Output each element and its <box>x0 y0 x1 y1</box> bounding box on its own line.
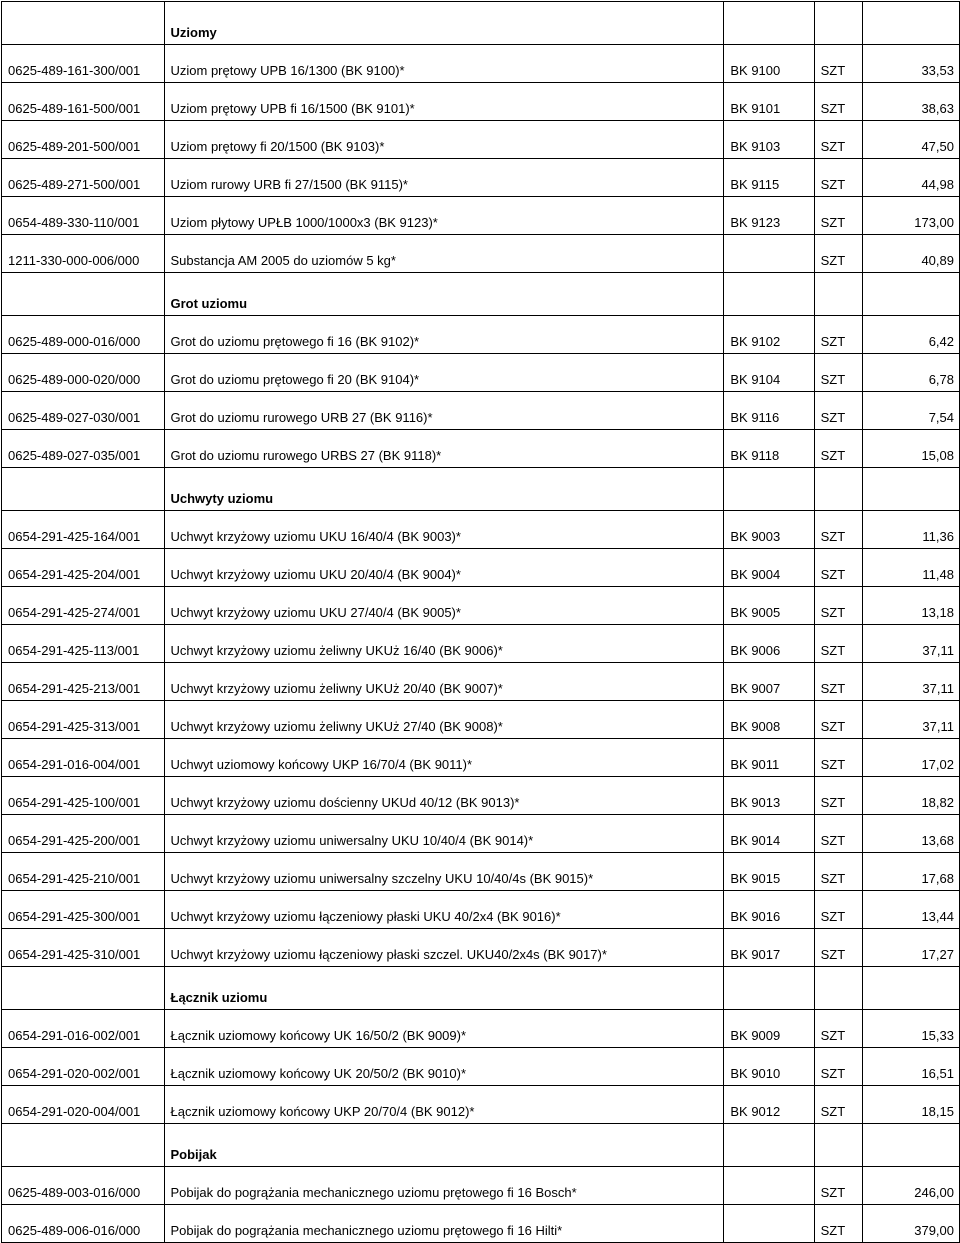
table-row <box>2 1205 960 1243</box>
product-name: Uchwyt krzyżowy uziomu dościenny UKUd 40/12 (BK 9013)* <box>164 777 724 815</box>
section-title: Grot uziomu <box>164 273 724 316</box>
empty-cell <box>2 2 165 45</box>
product-name: Grot do uziomu prętowego fi 16 (BK 9102)* <box>164 316 724 354</box>
table-row <box>2 430 960 468</box>
unit: SZT <box>814 235 863 273</box>
table-row <box>2 45 960 83</box>
product-name: Grot do uziomu rurowego URB 27 (BK 9116)* <box>164 392 724 430</box>
price: 246,00 <box>863 1167 960 1205</box>
unit: SZT <box>814 392 863 430</box>
price: 15,08 <box>863 430 960 468</box>
product-code: 1211-330-000-006/000 <box>2 235 165 273</box>
product-name: Uziom prętowy UPB fi 16/1500 (BK 9101)* <box>164 83 724 121</box>
price: 173,00 <box>863 197 960 235</box>
price-list-body <box>2 2 960 1243</box>
table-row <box>2 1167 960 1205</box>
unit: SZT <box>814 549 863 587</box>
product-code: 0654-291-425-204/001 <box>2 549 165 587</box>
price: 37,11 <box>863 625 960 663</box>
table-row <box>2 316 960 354</box>
table-row <box>2 392 960 430</box>
unit: SZT <box>814 121 863 159</box>
price: 33,53 <box>863 45 960 83</box>
unit: SZT <box>814 625 863 663</box>
section-header-row <box>2 967 960 1010</box>
bk-number: BK 9101 <box>724 83 814 121</box>
product-code: 0654-291-016-002/001 <box>2 1010 165 1048</box>
section-title: Uziomy <box>164 2 724 45</box>
price: 17,68 <box>863 853 960 891</box>
product-name: Pobijak do pogrążania mechanicznego uziomu prętowego fi 16 Bosch* <box>164 1167 724 1205</box>
bk-number: BK 9005 <box>724 587 814 625</box>
product-code: 0625-489-027-030/001 <box>2 392 165 430</box>
bk-number: BK 9007 <box>724 663 814 701</box>
product-name: Uchwyt krzyżowy uziomu łączeniowy płaski UKU 40/2x4 (BK 9016)* <box>164 891 724 929</box>
unit: SZT <box>814 511 863 549</box>
unit: SZT <box>814 815 863 853</box>
empty-cell <box>863 468 960 511</box>
price: 13,18 <box>863 587 960 625</box>
price-list-table <box>1 1 960 1243</box>
price: 6,78 <box>863 354 960 392</box>
table-row <box>2 739 960 777</box>
bk-number: BK 9103 <box>724 121 814 159</box>
section-title: Uchwyty uziomu <box>164 468 724 511</box>
table-row <box>2 891 960 929</box>
product-name: Łącznik uziomowy końcowy UKP 20/70/4 (BK 9012)* <box>164 1086 724 1124</box>
product-code: 0625-489-201-500/001 <box>2 121 165 159</box>
product-name: Uchwyt krzyżowy uziomu żeliwny UKUż 20/40 (BK 9007)* <box>164 663 724 701</box>
empty-cell <box>814 273 863 316</box>
empty-cell <box>2 468 165 511</box>
product-name: Łącznik uziomowy końcowy UK 16/50/2 (BK 9009)* <box>164 1010 724 1048</box>
price: 18,82 <box>863 777 960 815</box>
bk-number: BK 9115 <box>724 159 814 197</box>
bk-number: BK 9123 <box>724 197 814 235</box>
table-row <box>2 121 960 159</box>
unit: SZT <box>814 1167 863 1205</box>
product-name: Uziom prętowy UPB 16/1300 (BK 9100)* <box>164 45 724 83</box>
price: 7,54 <box>863 392 960 430</box>
price: 13,68 <box>863 815 960 853</box>
product-name: Grot do uziomu rurowego URBS 27 (BK 9118)* <box>164 430 724 468</box>
unit: SZT <box>814 891 863 929</box>
product-code: 0625-489-161-300/001 <box>2 45 165 83</box>
empty-cell <box>724 2 814 45</box>
product-code: 0654-291-020-002/001 <box>2 1048 165 1086</box>
unit: SZT <box>814 701 863 739</box>
empty-cell <box>2 967 165 1010</box>
bk-number: BK 9100 <box>724 45 814 83</box>
section-title: Pobijak <box>164 1124 724 1167</box>
unit: SZT <box>814 430 863 468</box>
price: 37,11 <box>863 663 960 701</box>
product-name: Uziom płytowy UPŁB 1000/1000x3 (BK 9123)* <box>164 197 724 235</box>
bk-number: BK 9013 <box>724 777 814 815</box>
unit: SZT <box>814 316 863 354</box>
product-code: 0654-291-425-274/001 <box>2 587 165 625</box>
price: 6,42 <box>863 316 960 354</box>
product-name: Uchwyt krzyżowy uziomu UKU 27/40/4 (BK 9005)* <box>164 587 724 625</box>
bk-number: BK 9009 <box>724 1010 814 1048</box>
table-row <box>2 929 960 967</box>
product-code: 0625-489-161-500/001 <box>2 83 165 121</box>
product-name: Uchwyt krzyżowy uziomu UKU 20/40/4 (BK 9004)* <box>164 549 724 587</box>
price: 15,33 <box>863 1010 960 1048</box>
empty-cell <box>814 1124 863 1167</box>
price: 38,63 <box>863 83 960 121</box>
price: 37,11 <box>863 701 960 739</box>
table-row <box>2 663 960 701</box>
empty-cell <box>724 273 814 316</box>
table-row <box>2 587 960 625</box>
bk-number: BK 9012 <box>724 1086 814 1124</box>
product-code: 0654-291-020-004/001 <box>2 1086 165 1124</box>
product-name: Grot do uziomu prętowego fi 20 (BK 9104)* <box>164 354 724 392</box>
empty-cell <box>863 1124 960 1167</box>
section-header-row <box>2 1124 960 1167</box>
table-row <box>2 1010 960 1048</box>
table-row <box>2 701 960 739</box>
unit: SZT <box>814 1205 863 1243</box>
bk-number: BK 9006 <box>724 625 814 663</box>
bk-number: BK 9003 <box>724 511 814 549</box>
product-name: Uchwyt krzyżowy uziomu uniwersalny szczelny UKU 10/40/4s (BK 9015)* <box>164 853 724 891</box>
empty-cell <box>2 1124 165 1167</box>
product-name: Uchwyt uziomowy końcowy UKP 16/70/4 (BK 9011)* <box>164 739 724 777</box>
unit: SZT <box>814 354 863 392</box>
empty-cell <box>724 1124 814 1167</box>
unit: SZT <box>814 929 863 967</box>
product-name: Pobijak do pogrążania mechanicznego uziomu prętowego fi 16 Hilti* <box>164 1205 724 1243</box>
table-row <box>2 1048 960 1086</box>
product-code: 0625-489-000-020/000 <box>2 354 165 392</box>
product-code: 0625-489-000-016/000 <box>2 316 165 354</box>
empty-cell <box>2 273 165 316</box>
bk-number: BK 9010 <box>724 1048 814 1086</box>
empty-cell <box>863 273 960 316</box>
product-code: 0654-291-425-300/001 <box>2 891 165 929</box>
unit: SZT <box>814 587 863 625</box>
unit: SZT <box>814 45 863 83</box>
table-row <box>2 625 960 663</box>
bk-number: BK 9014 <box>724 815 814 853</box>
unit: SZT <box>814 1010 863 1048</box>
price: 13,44 <box>863 891 960 929</box>
table-row <box>2 549 960 587</box>
product-code: 0625-489-006-016/000 <box>2 1205 165 1243</box>
product-code: 0625-489-003-016/000 <box>2 1167 165 1205</box>
product-name: Substancja AM 2005 do uziomów 5 kg* <box>164 235 724 273</box>
product-name: Uziom rurowy URB fi 27/1500 (BK 9115)* <box>164 159 724 197</box>
table-row <box>2 853 960 891</box>
price: 44,98 <box>863 159 960 197</box>
product-code: 0654-291-425-200/001 <box>2 815 165 853</box>
table-row <box>2 511 960 549</box>
bk-number: BK 9004 <box>724 549 814 587</box>
product-code: 0654-489-330-110/001 <box>2 197 165 235</box>
table-row <box>2 197 960 235</box>
product-name: Uchwyt krzyżowy uziomu UKU 16/40/4 (BK 9003)* <box>164 511 724 549</box>
unit: SZT <box>814 663 863 701</box>
bk-number: BK 9118 <box>724 430 814 468</box>
bk-number: BK 9017 <box>724 929 814 967</box>
bk-number <box>724 1205 814 1243</box>
table-row <box>2 235 960 273</box>
price: 11,48 <box>863 549 960 587</box>
empty-cell <box>724 967 814 1010</box>
product-code: 0654-291-425-100/001 <box>2 777 165 815</box>
empty-cell <box>724 468 814 511</box>
unit: SZT <box>814 83 863 121</box>
table-row <box>2 1086 960 1124</box>
price: 16,51 <box>863 1048 960 1086</box>
price: 47,50 <box>863 121 960 159</box>
product-code: 0654-291-425-313/001 <box>2 701 165 739</box>
unit: SZT <box>814 1086 863 1124</box>
unit: SZT <box>814 159 863 197</box>
empty-cell <box>814 468 863 511</box>
section-header-row <box>2 468 960 511</box>
empty-cell <box>863 2 960 45</box>
product-code: 0654-291-425-210/001 <box>2 853 165 891</box>
product-code: 0625-489-027-035/001 <box>2 430 165 468</box>
product-code: 0654-291-016-004/001 <box>2 739 165 777</box>
unit: SZT <box>814 197 863 235</box>
price: 17,02 <box>863 739 960 777</box>
price: 11,36 <box>863 511 960 549</box>
bk-number: BK 9011 <box>724 739 814 777</box>
bk-number: BK 9116 <box>724 392 814 430</box>
table-row <box>2 354 960 392</box>
table-row <box>2 159 960 197</box>
product-name: Uchwyt krzyżowy uziomu uniwersalny UKU 10/40/4 (BK 9014)* <box>164 815 724 853</box>
unit: SZT <box>814 739 863 777</box>
bk-number: BK 9104 <box>724 354 814 392</box>
product-code: 0654-291-425-113/001 <box>2 625 165 663</box>
price: 18,15 <box>863 1086 960 1124</box>
product-name: Uchwyt krzyżowy uziomu łączeniowy płaski szczel. UKU40/2x4s (BK 9017)* <box>164 929 724 967</box>
product-name: Uziom prętowy fi 20/1500 (BK 9103)* <box>164 121 724 159</box>
product-name: Łącznik uziomowy końcowy UK 20/50/2 (BK 9010)* <box>164 1048 724 1086</box>
price: 40,89 <box>863 235 960 273</box>
bk-number: BK 9102 <box>724 316 814 354</box>
price: 17,27 <box>863 929 960 967</box>
bk-number: BK 9008 <box>724 701 814 739</box>
table-row <box>2 83 960 121</box>
unit: SZT <box>814 777 863 815</box>
product-code: 0654-291-425-310/001 <box>2 929 165 967</box>
product-code: 0625-489-271-500/001 <box>2 159 165 197</box>
bk-number: BK 9016 <box>724 891 814 929</box>
table-row <box>2 815 960 853</box>
bk-number <box>724 235 814 273</box>
product-name: Uchwyt krzyżowy uziomu żeliwny UKUż 16/40 (BK 9006)* <box>164 625 724 663</box>
empty-cell <box>814 2 863 45</box>
unit: SZT <box>814 853 863 891</box>
bk-number <box>724 1167 814 1205</box>
table-row <box>2 777 960 815</box>
unit: SZT <box>814 1048 863 1086</box>
section-header-row <box>2 273 960 316</box>
bk-number: BK 9015 <box>724 853 814 891</box>
product-name: Uchwyt krzyżowy uziomu żeliwny UKUż 27/40 (BK 9008)* <box>164 701 724 739</box>
product-code: 0654-291-425-213/001 <box>2 663 165 701</box>
empty-cell <box>814 967 863 1010</box>
empty-cell <box>863 967 960 1010</box>
price: 379,00 <box>863 1205 960 1243</box>
product-code: 0654-291-425-164/001 <box>2 511 165 549</box>
section-title: Łącznik uziomu <box>164 967 724 1010</box>
section-header-row <box>2 2 960 45</box>
